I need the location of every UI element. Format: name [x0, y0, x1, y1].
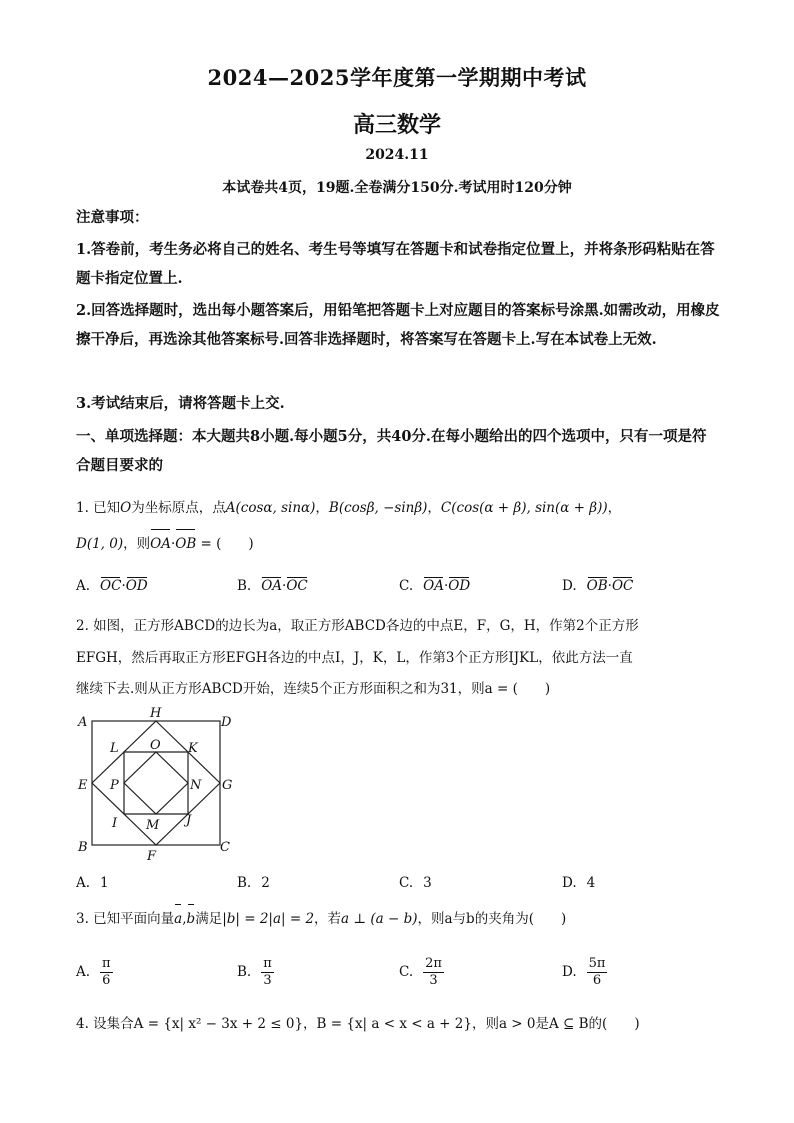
q1-option-d[interactable]: D. OB·OC — [562, 578, 634, 594]
q1-point-d: D(1, 0) — [76, 536, 124, 552]
q2-option-b[interactable]: B. 2 — [237, 875, 270, 891]
label-g: G — [222, 778, 233, 793]
q1-point-b: B(cosβ, −sinβ) — [328, 500, 428, 516]
q1-option-c[interactable]: C. OA·OD — [399, 578, 471, 594]
q2-line3: 继续下去.则从正方形ABCD开始，连续5个正方形面积之和为31，则a = ( ) — [76, 681, 551, 697]
label-a: A — [78, 715, 88, 730]
q1-point-c: C(cos(α + β), sin(α + β)) — [440, 500, 608, 516]
notice-item-3: 3.考试结束后，请将答题卡上交. — [76, 395, 285, 412]
square-mnop — [124, 752, 188, 814]
exam-info: 本试卷共4页，19题.全卷满分150分.考试用时120分钟 — [222, 180, 572, 196]
q1-origin: O — [120, 500, 132, 516]
label-d: D — [221, 715, 232, 730]
q3-option-c[interactable]: C. $\frac{2\pi}{3}$ — [399, 956, 442, 988]
label-e: E — [78, 778, 88, 793]
label-m: M — [146, 818, 160, 833]
label-f: F — [147, 849, 157, 864]
q2-option-d[interactable]: D. 4 — [562, 875, 596, 891]
q1-vector-oa: OA — [150, 530, 171, 558]
label-p: P — [110, 778, 119, 793]
label-k: K — [188, 741, 198, 756]
q2-option-c[interactable]: C. 3 — [399, 875, 432, 891]
q1-point-a: A(cosα, sinα) — [225, 500, 316, 516]
q1-line2: D(1, 0)，则OA·OB = ( ) — [76, 530, 726, 558]
notice-heading: 注意事项： — [76, 209, 149, 226]
notice-item-1: 1.答卷前，考生务必将自己的姓名、考生号等填写在答题卡和试卷指定位置上，并将条形码粘贴在答题卡指定位置上. — [76, 241, 715, 287]
exam-date: 2024.11 — [365, 147, 429, 163]
q1-option-a[interactable]: A. OC·OD — [76, 578, 148, 594]
notice-item-2: 2.回答选择题时，选出每小题答案后，用铅笔把答题卡上对应题目的答案标号涂黑.如需改动，用橡皮擦干净后，再选涂其他答案标号.回答非选择题时，将答案写在答题卡上.写在本试卷上无效. — [76, 302, 720, 348]
label-h: H — [150, 706, 162, 721]
q3-option-b[interactable]: B. $\frac{\pi}{3}$ — [237, 956, 272, 988]
q3-option-d[interactable]: D. $\frac{5\pi}{6}$ — [562, 956, 606, 988]
q2-nested-squares-figure — [72, 705, 242, 865]
exam-subject: 高三数学 — [352, 112, 441, 138]
q2-line1: 2. 如图，正方形ABCD的边长为a，取正方形ABCD各边的中点E，F，G，H，作第2个正方形 — [76, 618, 639, 634]
label-o: O — [150, 738, 161, 753]
q2-option-a[interactable]: A. 1 — [76, 875, 109, 891]
q1-option-b[interactable]: B. OA·OC — [237, 578, 308, 594]
q2-line2: EFGH，然后再取正方形EFGH各边的中点I，J，K，L，作第3个正方形IJKL，依此方法一直 — [76, 650, 633, 666]
section1-heading: 一、单项选择题：本大题共8小题.每小题5分，共40分.在每小题给出的四个选项中，只有一项是符合题目要求的 — [76, 428, 707, 474]
exam-title: 2024—2025学年度第一学期期中考试 — [207, 65, 587, 90]
q3-condition-2: a ⊥ (a − b) — [341, 911, 418, 927]
q1-line1: 1. 已知O为坐标原点，点A(cosα, sinα)，B(cosβ, −sinβ)，C(cos(α + β), sin(α + β))， — [76, 500, 622, 516]
q3-stem: 3. 已知平面向量a,b满足|b| = 2|a| = 2，若a ⊥ (a − b)，则a与b的夹角为( ) — [76, 905, 726, 933]
label-b: B — [78, 840, 88, 855]
label-n: N — [190, 778, 202, 793]
q1-vector-ob: OB — [175, 530, 196, 558]
label-l: L — [110, 741, 119, 756]
square-ijkl — [124, 752, 188, 814]
label-j: J — [186, 813, 192, 828]
q4-stem: 4. 设集合A = {x| x² − 3x + 2 ≤ 0}，B = {x| a < x < a + 2}，则a > 0是A ⊆ B的( ) — [76, 1016, 640, 1032]
q3-condition-1: |b| = 2|a| = 2 — [222, 911, 315, 927]
label-c: C — [220, 840, 230, 855]
q3-option-a[interactable]: A. $\frac{\pi}{6}$ — [76, 956, 111, 988]
label-i: I — [112, 816, 118, 831]
